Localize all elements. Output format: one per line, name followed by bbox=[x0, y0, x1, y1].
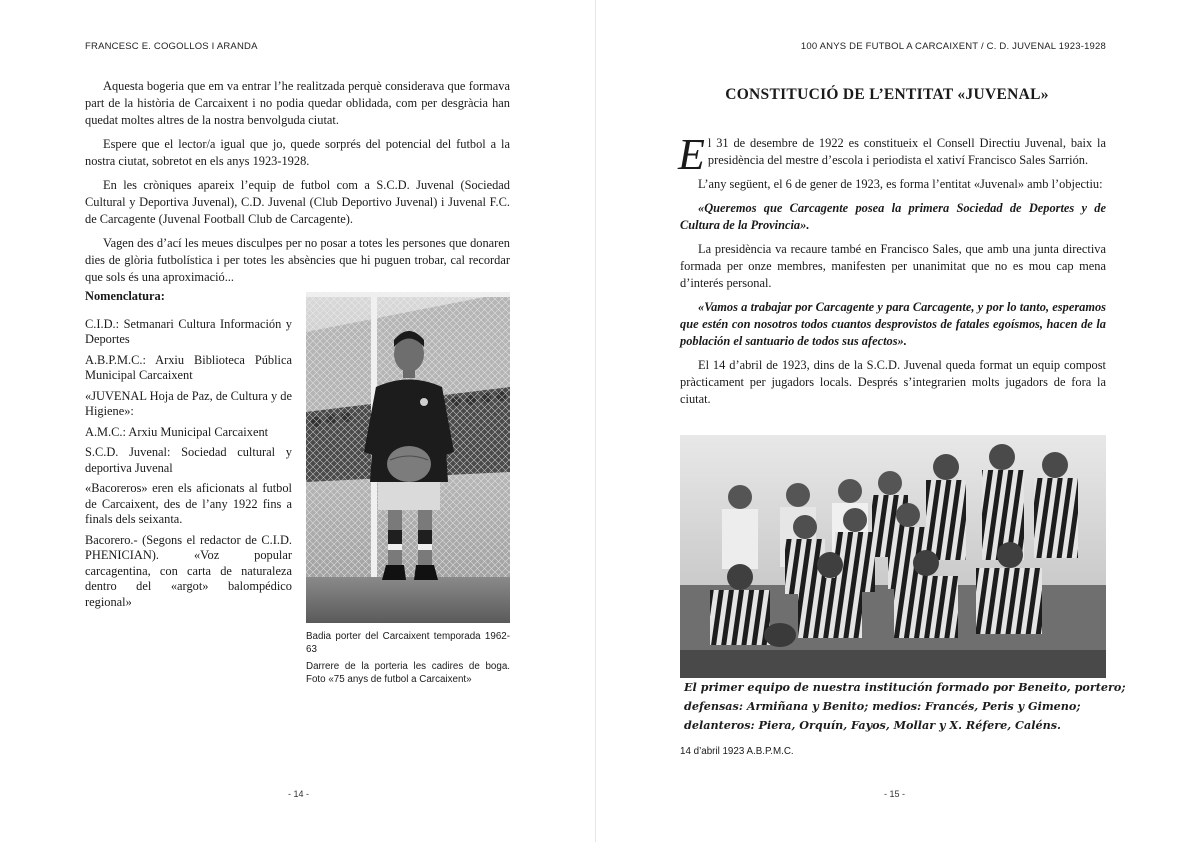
nomenclature-heading: Nomenclatura: bbox=[85, 289, 165, 303]
paragraph-constitution-text: l 31 de desembre de 1922 es constitueix el Consell Directiu Juvenal, baix la presidència del mestre d’escola i periodista el xativí Francisco Sales Sarrión. bbox=[707, 136, 1106, 167]
nomenclature-block bbox=[85, 289, 292, 615]
dropcap-letter: E bbox=[678, 130, 705, 179]
nomenclature-item: Bacorero.- (Segons el redactor de C.I.D. PHENICIAN). «Voz popular carcagentina, con carta de naturaleza dentro del «argot» balompédico regional» bbox=[85, 532, 292, 609]
caption-line: Darrere de la porteria les cadires de boga. Foto «75 anys de futbol a Carcaixent» bbox=[306, 661, 510, 685]
goalkeeper-photo-caption bbox=[306, 630, 510, 690]
nomenclature-item: A.M.C.: Arxiu Municipal Carcaixent bbox=[85, 424, 269, 439]
right-folio: - 15 - bbox=[884, 789, 906, 799]
section-title: CONSTITUCIÓ DE L’ENTITAT «JUVENAL» bbox=[725, 86, 1049, 103]
paragraph-team: El 14 d’abril de 1923, dins de la S.C.D. Juvenal queda format un equip compost pràcticament per jugadors locals. Després s’integrarien molts jugadors de fora la ciutat. bbox=[680, 358, 1106, 406]
paragraph-presidency: La presidència va recaure també en Francisco Sales, que amb una junta directiva formada per onze membres, manifesten per unanimitat que no es mou cap mena d’interés personal. bbox=[680, 242, 1106, 290]
paragraph-intro: Aquesta bogeria que em va entrar l’he realitzada perquè considerava que formava part de la història de Carcaixent i no podia quedar oblidada, com per desgràcia han quedat moltes altres de la nostra benvolguda ciutat. bbox=[85, 79, 510, 127]
paragraph-apologies: Vagen des d’ací les meues disculpes per no posar a totes les persones que donaren dies de glòria futbolística i per totes les absències que hi puguen trobar, cal recordar que sols és una aproximació... bbox=[85, 236, 510, 284]
quote-objective: «Queremos que Carcagente posea la primera Sociedad de Deportes y de Cultura de la Provincia». bbox=[680, 201, 1106, 232]
team-caption-line: El primer equipo de nuestra institución formado por Beneito, portero; bbox=[684, 680, 1126, 694]
team-caption-line: defensas: Armiñana y Benito; medios: Francés, Peris y Gimeno; bbox=[684, 699, 1081, 713]
nomenclature-item: S.C.D. Juvenal: Sociedad cultural y deportiva Juvenal bbox=[85, 445, 292, 475]
right-body-text bbox=[678, 130, 1106, 415]
nomenclature-item: A.B.P.M.C.: Arxiu Biblioteca Pública Municipal Carcaixent bbox=[85, 352, 292, 382]
paragraph-founding: L’any següent, el 6 de gener de 1923, es forma l’entitat «Juvenal» amb l’objectiu: bbox=[698, 177, 1103, 191]
paragraph-chronicles: En les cròniques apareix l’equip de futbol com a S.C.D. Juvenal (Sociedad Cultural y Deportiva Juvenal), C.D. Juvenal (Club Deportivo Juvenal) i Juvenal F.C. de Carcagente (Juvenal Football Club de Carcagente). bbox=[85, 178, 510, 226]
right-running-head: 100 ANYS DE FUTBOL A CARCAIXENT / C. D. JUVENAL 1923-1928 bbox=[800, 41, 1106, 52]
nomenclature-item: «Bacoreros» eren els aficionats al futbol de Carcaixent, des de l’any 1922 fins a finals dels seixanta. bbox=[85, 481, 292, 526]
goalkeeper-photo bbox=[306, 292, 510, 623]
nomenclature-item: «JUVENAL Hoja de Paz, de Cultura y de Higiene»: bbox=[85, 388, 292, 418]
left-folio: - 14 - bbox=[288, 789, 310, 799]
team-photo-credit: 14 d’abril 1923 A.B.P.M.C. bbox=[680, 746, 794, 757]
nomenclature-item: C.I.D.: Setmanari Cultura Información y Deportes bbox=[85, 316, 292, 346]
team-photo-caption bbox=[680, 678, 1126, 740]
paragraph-constitution bbox=[678, 130, 1106, 179]
team-caption-line: delanteros: Piera, Orquín, Fayos, Mollar y X. Réfere, Caléns. bbox=[684, 718, 1061, 732]
paragraph-expectation: Espere que el lector/a igual que jo, quede sorprés del potencial del futbol a la nostra ciutat, sobretot en els anys 1923-1928. bbox=[85, 137, 510, 168]
left-running-head: FRANCESC E. COGOLLOS I ARANDA bbox=[85, 41, 258, 52]
quote-work: «Vamos a trabajar por Carcagente y para Carcagente, y por lo tanto, esperamos que estén con nosotros todos cuantos desprovistos de fatales egoísmos, hacen de la población el santuario de todos sus afectos». bbox=[680, 300, 1106, 348]
left-body-text bbox=[85, 78, 510, 293]
left-page bbox=[0, 0, 595, 842]
caption-line: Badia porter del Carcaixent temporada 1962-63 bbox=[306, 631, 510, 655]
